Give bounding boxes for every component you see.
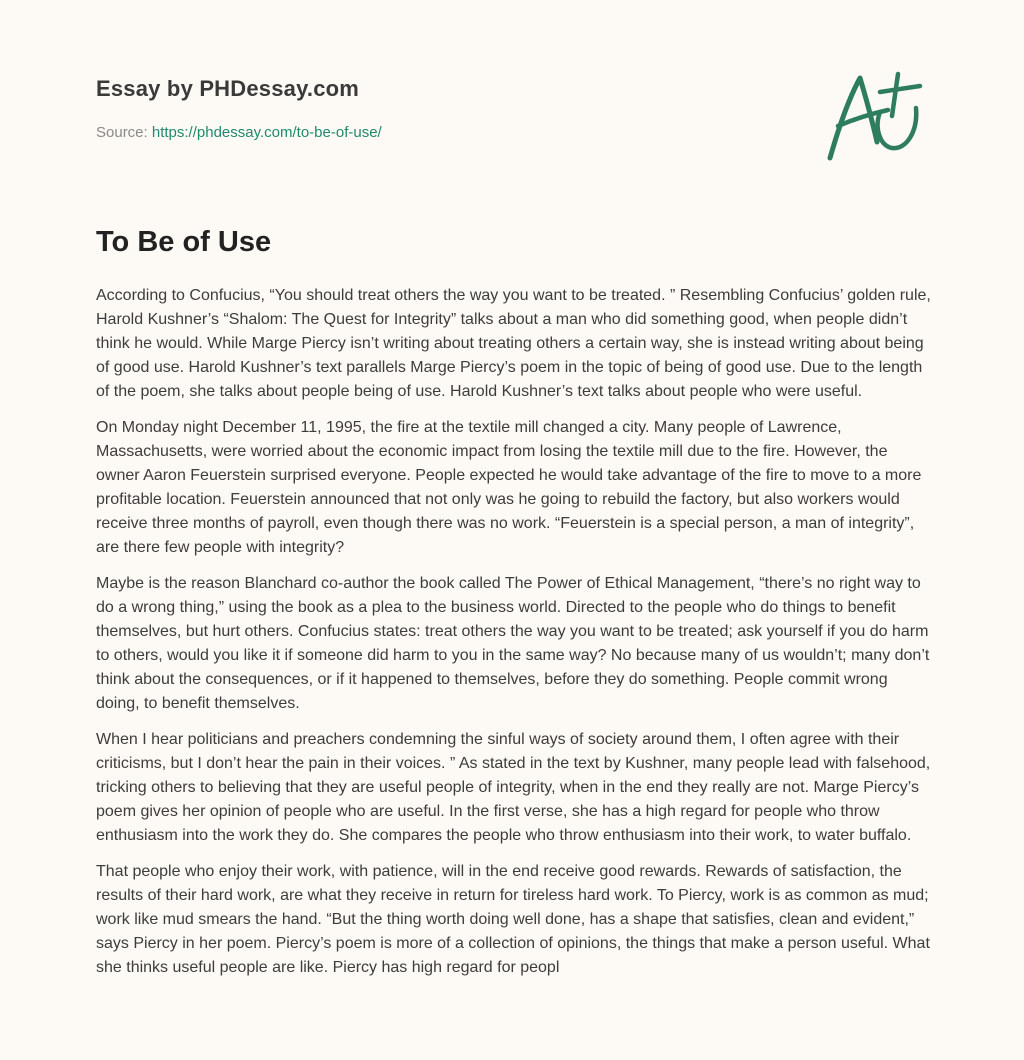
essay-body — [96, 284, 932, 992]
essay-paragraph: Maybe is the reason Blanchard co-author the book called The Power of Ethical Management, “there’s no right way to do a wrong thing,” using the book as a plea to the business world. Directed to the people who do things to benefit themselves, but hurt others. Confucius states: treat others the way you want to be treated; ask yourself if you do harm to others, would you like it if someone did harm to you in the same way? No because many of us wouldn’t; many don’t think about the consequences, or if it happened to themselves, before they do something. People commit wrong doing, to benefit themselves. — [96, 575, 930, 712]
source-line — [96, 124, 382, 141]
essay-paragraph: When I hear politicians and preachers condemning the sinful ways of society around them, I often agree with their criticisms, but I don’t hear the pain in their voices. ” As stated in the text by Kushner, many people lead with falsehood, tricking others to believing that they are useful people of integrity, when in the end they really are not. Marge Piercy’s poem gives her opinion of people who are useful. In the first verse, she has a high regard for people who throw enthusiasm into the work they do. She compares the people who throw enthusiasm into their work, to water buffalo. — [96, 731, 931, 844]
source-label: Source: — [96, 124, 148, 141]
a-plus-logo-icon — [822, 68, 926, 164]
site-title: Essay by PHDessay.com — [96, 76, 360, 101]
source-link[interactable]: https://phdessay.com/to-be-of-use/ — [151, 124, 382, 141]
essay-paragraph: According to Confucius, “You should treat others the way you want to be treated. ” Resembling Confucius’ golden rule, Harold Kushner’s “Shalom: The Quest for Integrity” talks about a man who did something good, when people didn’t think he would. While Marge Piercy isn’t writing about treating others a certain way, she is instead writing about being of good use. Harold Kushner’s text parallels Marge Piercy’s poem in the topic of being of good use. Due to the length of the poem, she talks about people being of use. Harold Kushner’s text talks about people who were useful. — [96, 287, 931, 400]
essay-paragraph: That people who enjoy their work, with patience, will in the end receive good rewards. Rewards of satisfaction, the results of their hard work, are what they receive in return for tireless hard work. To Piercy, work is as common as mud; work like mud smears the hand. “But the thing worth doing well done, has a shape that satisfies, clean and evident,” says Piercy in her poem. Piercy’s poem is more of a collection of opinions, the things that make a person useful. What she thinks useful people are like. Piercy has high regard for peopl — [96, 863, 930, 976]
essay-title: To Be of Use — [96, 226, 272, 258]
essay-paragraph: On Monday night December 11, 1995, the fire at the textile mill changed a city. Many people of Lawrence, Massachusetts, were worried about the economic impact from losing the textile mill due to the fire. However, the owner Aaron Feuerstein surprised everyone. People expected he would take advantage of the fire to move to a more profitable location. Feuerstein announced that not only was he going to rebuild the factory, but also workers would receive three months of payroll, even though there was no work. “Feuerstein is a special person, a man of integrity”, are there few people with integrity? — [96, 419, 922, 556]
